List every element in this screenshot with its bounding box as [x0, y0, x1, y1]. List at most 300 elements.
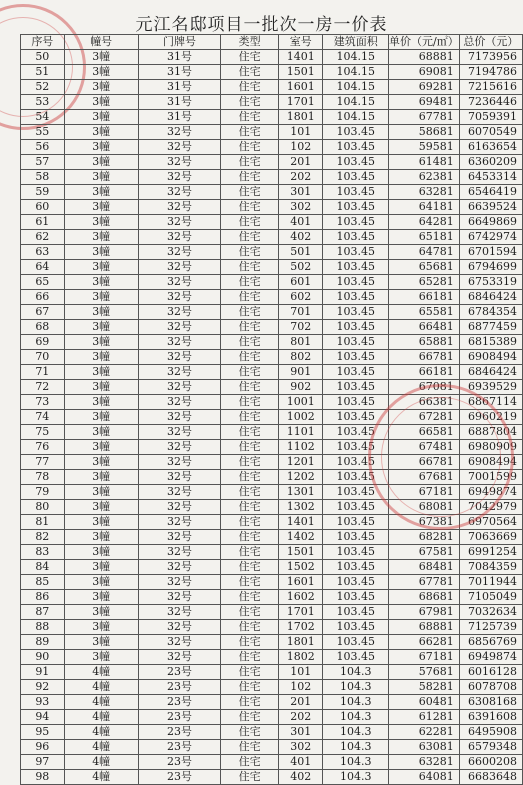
cell-total-price: 7032634 — [459, 605, 522, 620]
cell-seq: 95 — [21, 725, 65, 740]
cell-unit-price: 66381 — [389, 395, 460, 410]
cell-room: 1101 — [279, 425, 323, 440]
cell-door: 32号 — [138, 185, 220, 200]
cell-door: 23号 — [138, 695, 220, 710]
cell-type: 住宅 — [221, 65, 279, 80]
cell-seq: 68 — [21, 320, 65, 335]
table-row — [21, 665, 523, 680]
cell-total-price: 7236446 — [459, 95, 522, 110]
cell-unit-price: 67181 — [389, 485, 460, 500]
cell-building: 3幢 — [64, 470, 138, 485]
cell-door: 32号 — [138, 200, 220, 215]
table-row — [21, 275, 523, 290]
cell-total-price: 7194786 — [459, 65, 522, 80]
cell-unit-price: 66581 — [389, 425, 460, 440]
cell-room: 1802 — [279, 650, 323, 665]
cell-seq: 98 — [21, 770, 65, 785]
cell-seq: 71 — [21, 365, 65, 380]
cell-area: 103.45 — [323, 200, 389, 215]
cell-room: 201 — [279, 155, 323, 170]
table-row — [21, 245, 523, 260]
header-total-price: 总价（元） — [459, 35, 522, 50]
table-row — [21, 200, 523, 215]
cell-type: 住宅 — [221, 590, 279, 605]
cell-room: 302 — [279, 200, 323, 215]
table-row — [21, 770, 523, 785]
table-row — [21, 575, 523, 590]
cell-total-price: 6163654 — [459, 140, 522, 155]
table-row — [21, 185, 523, 200]
cell-building: 3幢 — [64, 365, 138, 380]
cell-door: 32号 — [138, 545, 220, 560]
cell-room: 1801 — [279, 635, 323, 650]
cell-area: 104.3 — [323, 755, 389, 770]
table-row — [21, 515, 523, 530]
cell-room: 1301 — [279, 485, 323, 500]
cell-unit-price: 61281 — [389, 710, 460, 725]
cell-unit-price: 68281 — [389, 530, 460, 545]
cell-type: 住宅 — [221, 95, 279, 110]
cell-building: 3幢 — [64, 230, 138, 245]
cell-building: 3幢 — [64, 575, 138, 590]
cell-area: 103.45 — [323, 485, 389, 500]
cell-seq: 59 — [21, 185, 65, 200]
cell-unit-price: 68481 — [389, 560, 460, 575]
cell-room: 1702 — [279, 620, 323, 635]
cell-door: 32号 — [138, 515, 220, 530]
cell-type: 住宅 — [221, 215, 279, 230]
cell-room: 1302 — [279, 500, 323, 515]
cell-building: 3幢 — [64, 80, 138, 95]
cell-unit-price: 63281 — [389, 185, 460, 200]
cell-unit-price: 64281 — [389, 215, 460, 230]
cell-building: 3幢 — [64, 455, 138, 470]
cell-building: 4幢 — [64, 725, 138, 740]
table-row — [21, 470, 523, 485]
cell-room: 401 — [279, 755, 323, 770]
cell-area: 103.45 — [323, 440, 389, 455]
cell-building: 3幢 — [64, 560, 138, 575]
cell-door: 31号 — [138, 110, 220, 125]
cell-total-price: 6683648 — [459, 770, 522, 785]
cell-building: 3幢 — [64, 50, 138, 65]
cell-total-price: 7105049 — [459, 590, 522, 605]
cell-total-price: 6639524 — [459, 200, 522, 215]
cell-area: 103.45 — [323, 545, 389, 560]
cell-unit-price: 68881 — [389, 620, 460, 635]
cell-type: 住宅 — [221, 455, 279, 470]
cell-room: 1102 — [279, 440, 323, 455]
cell-type: 住宅 — [221, 755, 279, 770]
table-body — [21, 50, 523, 785]
cell-building: 3幢 — [64, 140, 138, 155]
cell-building: 3幢 — [64, 110, 138, 125]
cell-type: 住宅 — [221, 605, 279, 620]
cell-type: 住宅 — [221, 320, 279, 335]
cell-unit-price: 66181 — [389, 365, 460, 380]
cell-seq: 92 — [21, 680, 65, 695]
cell-room: 401 — [279, 215, 323, 230]
cell-type: 住宅 — [221, 275, 279, 290]
cell-area: 103.45 — [323, 260, 389, 275]
table-row — [21, 95, 523, 110]
cell-area: 104.15 — [323, 110, 389, 125]
cell-door: 32号 — [138, 350, 220, 365]
cell-total-price: 6960219 — [459, 410, 522, 425]
cell-seq: 67 — [21, 305, 65, 320]
cell-door: 32号 — [138, 305, 220, 320]
cell-door: 32号 — [138, 575, 220, 590]
cell-building: 4幢 — [64, 680, 138, 695]
cell-door: 32号 — [138, 560, 220, 575]
table-row — [21, 485, 523, 500]
cell-area: 103.45 — [323, 455, 389, 470]
table-row — [21, 230, 523, 245]
cell-type: 住宅 — [221, 170, 279, 185]
cell-unit-price: 62281 — [389, 725, 460, 740]
cell-building: 3幢 — [64, 485, 138, 500]
cell-door: 32号 — [138, 485, 220, 500]
cell-area: 103.45 — [323, 155, 389, 170]
cell-building: 3幢 — [64, 500, 138, 515]
table-row — [21, 755, 523, 770]
cell-seq: 58 — [21, 170, 65, 185]
table-row — [21, 290, 523, 305]
cell-total-price: 6949874 — [459, 650, 522, 665]
cell-area: 103.45 — [323, 650, 389, 665]
cell-unit-price: 63081 — [389, 740, 460, 755]
cell-building: 3幢 — [64, 155, 138, 170]
table-row — [21, 425, 523, 440]
cell-seq: 54 — [21, 110, 65, 125]
cell-type: 住宅 — [221, 365, 279, 380]
cell-unit-price: 63281 — [389, 755, 460, 770]
cell-room: 1801 — [279, 110, 323, 125]
cell-area: 103.45 — [323, 215, 389, 230]
cell-total-price: 6991254 — [459, 545, 522, 560]
cell-unit-price: 58281 — [389, 680, 460, 695]
cell-door: 32号 — [138, 410, 220, 425]
cell-door: 23号 — [138, 740, 220, 755]
cell-area: 103.45 — [323, 530, 389, 545]
cell-seq: 85 — [21, 575, 65, 590]
cell-building: 4幢 — [64, 665, 138, 680]
table-row — [21, 365, 523, 380]
cell-area: 103.45 — [323, 365, 389, 380]
table-row — [21, 380, 523, 395]
cell-type: 住宅 — [221, 350, 279, 365]
cell-unit-price: 67781 — [389, 575, 460, 590]
table-row — [21, 80, 523, 95]
cell-door: 32号 — [138, 170, 220, 185]
table-row — [21, 680, 523, 695]
cell-building: 3幢 — [64, 65, 138, 80]
cell-unit-price: 68081 — [389, 500, 460, 515]
cell-area: 103.45 — [323, 425, 389, 440]
cell-type: 住宅 — [221, 260, 279, 275]
cell-building: 3幢 — [64, 200, 138, 215]
cell-building: 3幢 — [64, 530, 138, 545]
cell-building: 3幢 — [64, 620, 138, 635]
cell-room: 701 — [279, 305, 323, 320]
cell-building: 4幢 — [64, 755, 138, 770]
cell-total-price: 6600208 — [459, 755, 522, 770]
cell-door: 32号 — [138, 635, 220, 650]
cell-type: 住宅 — [221, 740, 279, 755]
cell-type: 住宅 — [221, 110, 279, 125]
cell-room: 101 — [279, 125, 323, 140]
cell-area: 104.3 — [323, 740, 389, 755]
cell-building: 3幢 — [64, 350, 138, 365]
cell-door: 32号 — [138, 605, 220, 620]
table-row — [21, 110, 523, 125]
table-row — [21, 260, 523, 275]
cell-total-price: 6078708 — [459, 680, 522, 695]
cell-type: 住宅 — [221, 680, 279, 695]
cell-area: 104.15 — [323, 80, 389, 95]
cell-door: 32号 — [138, 380, 220, 395]
cell-room: 301 — [279, 725, 323, 740]
cell-door: 32号 — [138, 155, 220, 170]
cell-unit-price: 67981 — [389, 605, 460, 620]
cell-room: 902 — [279, 380, 323, 395]
cell-building: 3幢 — [64, 305, 138, 320]
cell-type: 住宅 — [221, 725, 279, 740]
cell-type: 住宅 — [221, 155, 279, 170]
cell-room: 102 — [279, 140, 323, 155]
cell-area: 103.45 — [323, 275, 389, 290]
cell-building: 3幢 — [64, 185, 138, 200]
cell-unit-price: 69281 — [389, 80, 460, 95]
cell-seq: 51 — [21, 65, 65, 80]
cell-seq: 63 — [21, 245, 65, 260]
header-area: 建筑面积 — [323, 35, 389, 50]
cell-door: 32号 — [138, 440, 220, 455]
table-row — [21, 590, 523, 605]
cell-unit-price: 62381 — [389, 170, 460, 185]
cell-door: 31号 — [138, 80, 220, 95]
cell-total-price: 6949874 — [459, 485, 522, 500]
cell-total-price: 6016128 — [459, 665, 522, 680]
cell-unit-price: 64081 — [389, 770, 460, 785]
cell-building: 3幢 — [64, 245, 138, 260]
cell-area: 103.45 — [323, 230, 389, 245]
cell-unit-price: 65281 — [389, 275, 460, 290]
cell-seq: 73 — [21, 395, 65, 410]
cell-room: 901 — [279, 365, 323, 380]
cell-area: 104.3 — [323, 710, 389, 725]
cell-room: 801 — [279, 335, 323, 350]
cell-type: 住宅 — [221, 80, 279, 95]
cell-type: 住宅 — [221, 200, 279, 215]
cell-type: 住宅 — [221, 380, 279, 395]
table-row — [21, 65, 523, 80]
cell-room: 602 — [279, 290, 323, 305]
cell-building: 3幢 — [64, 635, 138, 650]
cell-seq: 77 — [21, 455, 65, 470]
cell-seq: 86 — [21, 590, 65, 605]
header-type: 类型 — [221, 35, 279, 50]
table-row — [21, 500, 523, 515]
cell-type: 住宅 — [221, 185, 279, 200]
cell-building: 3幢 — [64, 380, 138, 395]
cell-area: 103.45 — [323, 245, 389, 260]
table-row — [21, 170, 523, 185]
cell-door: 32号 — [138, 470, 220, 485]
cell-unit-price: 66181 — [389, 290, 460, 305]
cell-area: 103.45 — [323, 185, 389, 200]
cell-total-price: 6308168 — [459, 695, 522, 710]
cell-area: 103.45 — [323, 605, 389, 620]
cell-type: 住宅 — [221, 500, 279, 515]
cell-total-price: 6980909 — [459, 440, 522, 455]
cell-seq: 91 — [21, 665, 65, 680]
table-header-row — [21, 35, 523, 50]
cell-area: 103.45 — [323, 335, 389, 350]
table-row — [21, 455, 523, 470]
cell-seq: 82 — [21, 530, 65, 545]
cell-building: 3幢 — [64, 95, 138, 110]
cell-seq: 75 — [21, 425, 65, 440]
cell-room: 1401 — [279, 515, 323, 530]
cell-area: 103.45 — [323, 350, 389, 365]
cell-building: 4幢 — [64, 740, 138, 755]
cell-door: 31号 — [138, 95, 220, 110]
cell-room: 1501 — [279, 545, 323, 560]
cell-unit-price: 64181 — [389, 200, 460, 215]
cell-room: 202 — [279, 170, 323, 185]
cell-unit-price: 57681 — [389, 665, 460, 680]
cell-area: 104.3 — [323, 725, 389, 740]
cell-total-price: 7059391 — [459, 110, 522, 125]
table-row — [21, 545, 523, 560]
cell-door: 32号 — [138, 620, 220, 635]
cell-total-price: 6846424 — [459, 290, 522, 305]
cell-door: 23号 — [138, 710, 220, 725]
cell-type: 住宅 — [221, 545, 279, 560]
cell-unit-price: 59581 — [389, 140, 460, 155]
cell-unit-price: 66281 — [389, 635, 460, 650]
cell-total-price: 7011944 — [459, 575, 522, 590]
cell-building: 4幢 — [64, 710, 138, 725]
cell-seq: 50 — [21, 50, 65, 65]
cell-seq: 83 — [21, 545, 65, 560]
cell-seq: 84 — [21, 560, 65, 575]
cell-seq: 76 — [21, 440, 65, 455]
cell-area: 103.45 — [323, 290, 389, 305]
cell-area: 103.45 — [323, 500, 389, 515]
cell-unit-price: 66781 — [389, 350, 460, 365]
cell-area: 103.45 — [323, 575, 389, 590]
cell-door: 32号 — [138, 365, 220, 380]
cell-building: 3幢 — [64, 215, 138, 230]
cell-room: 301 — [279, 185, 323, 200]
cell-total-price: 7084359 — [459, 560, 522, 575]
cell-type: 住宅 — [221, 710, 279, 725]
cell-type: 住宅 — [221, 665, 279, 680]
cell-door: 32号 — [138, 425, 220, 440]
cell-seq: 65 — [21, 275, 65, 290]
table-row — [21, 620, 523, 635]
cell-total-price: 6794699 — [459, 260, 522, 275]
cell-building: 3幢 — [64, 590, 138, 605]
cell-seq: 87 — [21, 605, 65, 620]
cell-door: 32号 — [138, 500, 220, 515]
cell-type: 住宅 — [221, 515, 279, 530]
cell-door: 32号 — [138, 530, 220, 545]
cell-type: 住宅 — [221, 140, 279, 155]
cell-seq: 96 — [21, 740, 65, 755]
cell-total-price: 6391608 — [459, 710, 522, 725]
table-row — [21, 725, 523, 740]
cell-room: 1402 — [279, 530, 323, 545]
table-row — [21, 350, 523, 365]
cell-unit-price: 68681 — [389, 590, 460, 605]
cell-room: 1601 — [279, 575, 323, 590]
cell-seq: 97 — [21, 755, 65, 770]
cell-seq: 61 — [21, 215, 65, 230]
cell-door: 32号 — [138, 290, 220, 305]
cell-room: 402 — [279, 230, 323, 245]
table-row — [21, 695, 523, 710]
cell-room: 501 — [279, 245, 323, 260]
cell-type: 住宅 — [221, 230, 279, 245]
cell-total-price: 6546419 — [459, 185, 522, 200]
cell-area: 104.15 — [323, 95, 389, 110]
table-row — [21, 155, 523, 170]
cell-type: 住宅 — [221, 335, 279, 350]
cell-area: 103.45 — [323, 380, 389, 395]
cell-door: 23号 — [138, 770, 220, 785]
cell-total-price: 6360209 — [459, 155, 522, 170]
cell-type: 住宅 — [221, 560, 279, 575]
cell-area: 103.45 — [323, 125, 389, 140]
cell-total-price: 7001599 — [459, 470, 522, 485]
cell-door: 31号 — [138, 50, 220, 65]
cell-room: 202 — [279, 710, 323, 725]
cell-total-price: 6453314 — [459, 170, 522, 185]
cell-seq: 79 — [21, 485, 65, 500]
cell-unit-price: 69081 — [389, 65, 460, 80]
table-row — [21, 125, 523, 140]
cell-building: 3幢 — [64, 170, 138, 185]
cell-room: 802 — [279, 350, 323, 365]
cell-room: 1202 — [279, 470, 323, 485]
cell-total-price: 7063669 — [459, 530, 522, 545]
table-row — [21, 560, 523, 575]
cell-room: 1501 — [279, 65, 323, 80]
header-room: 室号 — [279, 35, 323, 50]
cell-door: 32号 — [138, 125, 220, 140]
cell-seq: 66 — [21, 290, 65, 305]
cell-area: 103.45 — [323, 305, 389, 320]
cell-total-price: 6877459 — [459, 320, 522, 335]
cell-type: 住宅 — [221, 305, 279, 320]
cell-room: 1502 — [279, 560, 323, 575]
cell-unit-price: 65881 — [389, 335, 460, 350]
header-unit-price: 单价（元/㎡） — [389, 35, 459, 48]
cell-unit-price: 68881 — [389, 50, 460, 65]
cell-room: 702 — [279, 320, 323, 335]
table-row — [21, 650, 523, 665]
cell-seq: 94 — [21, 710, 65, 725]
cell-seq: 70 — [21, 350, 65, 365]
cell-seq: 60 — [21, 200, 65, 215]
cell-seq: 56 — [21, 140, 65, 155]
cell-area: 104.15 — [323, 65, 389, 80]
cell-area: 103.45 — [323, 170, 389, 185]
cell-type: 住宅 — [221, 695, 279, 710]
